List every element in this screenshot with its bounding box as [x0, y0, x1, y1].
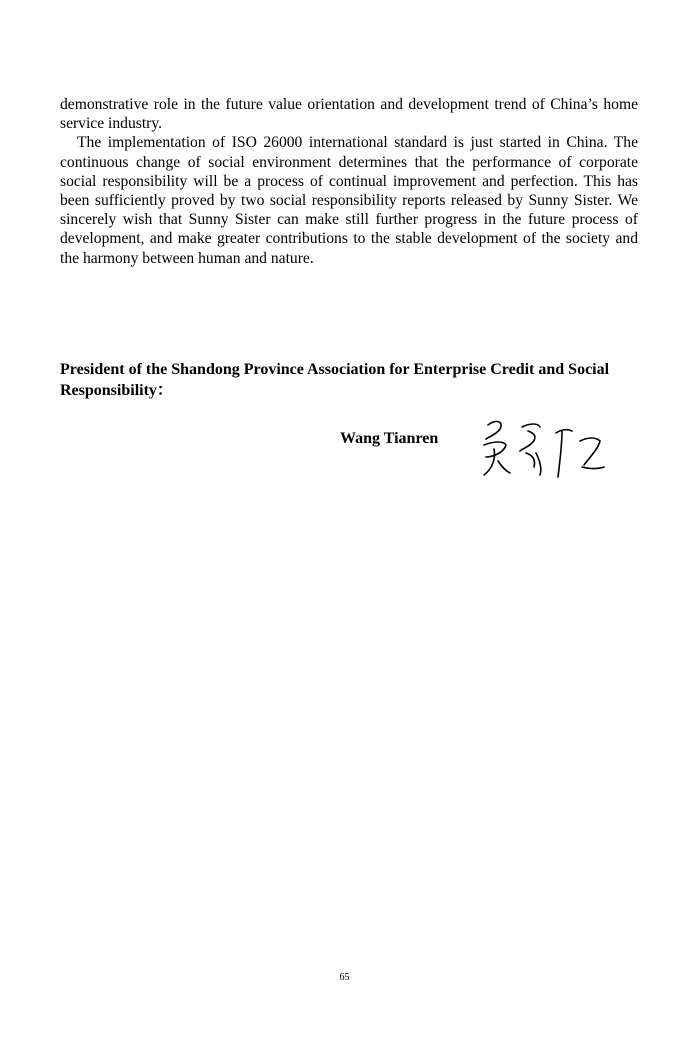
- paragraph-iso-26000: The implementation of ISO 26000 international standard is just started in China. The continuous change of social environment determines that the performance of corporate social responsibility will be a process of continual improvement and perfection. This has been sufficiently proved by two social responsibility reports released by Sunny Sister. We sincerely wish that Sunny Sister can make still further progress in the future process of development, and make greater contributions to the stable development of the society and the harmony between human and nature.: [60, 134, 638, 267]
- page-number: 65: [339, 972, 350, 983]
- paragraph-continued: demonstrative role in the future value orientation and development trend of China’s home service industry.: [60, 96, 638, 133]
- signoff-title: President of the Shandong Province Association for Enterprise Credit and Social Responsibility：: [60, 361, 610, 399]
- handwritten-signature: [476, 409, 616, 489]
- body-text: [60, 95, 638, 268]
- signer-name: Wang Tianren: [340, 430, 439, 447]
